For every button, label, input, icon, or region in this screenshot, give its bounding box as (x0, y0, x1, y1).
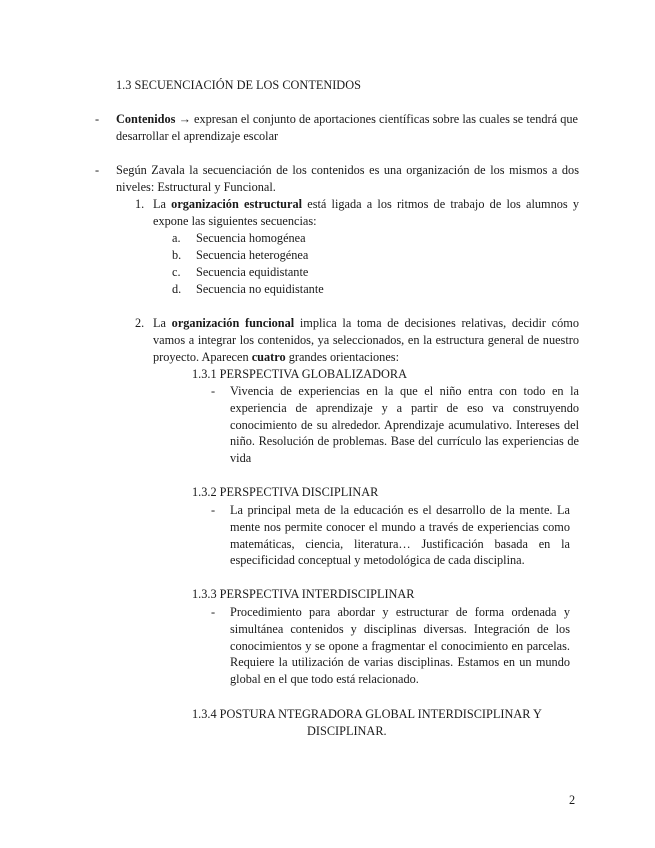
functional-paragraph (153, 315, 579, 365)
bullet-marker: - (211, 605, 216, 619)
subitem-letter: c. (172, 265, 181, 279)
perspective-text: Procedimiento para abordar y estructurar de forma ordenada y simultánea contenidos y disciplinas diversas. Integración de los conocimientos y se opone a fragmentar el conocimiento en parcelas. Requiere la utilización de varias disciplinas. Estamos en un mundo global en el que todo está relacionado. (230, 605, 570, 687)
item-number: 1. (135, 197, 145, 211)
structural-text: está ligada a los ritmos de trabajo de los alumnos y expone las siguientes secuencias: (153, 197, 579, 228)
heading-134-line1: 1.3.4 POSTURA NTEGRADORA GLOBAL INTERDISCIPLINAR Y (192, 707, 542, 721)
page-number: 2 (569, 793, 576, 807)
bullet-marker: - (95, 112, 100, 126)
subitem-label: Secuencia equidistante (196, 265, 309, 279)
structural-paragraph (153, 196, 579, 230)
structural-pre: La (153, 197, 166, 211)
functional-text-a: implica la toma de decisiones relativas, decidir cómo vamos a integrar los contenidos, ya seleccionados, en la estructura general de nuestro proyecto. Aparecen (153, 316, 579, 364)
bullet-marker: - (211, 384, 216, 398)
perspective-heading: 1.3.1 PERSPECTIVA GLOBALIZADORA (192, 367, 407, 381)
heading-134-line2: DISCIPLINAR. (307, 724, 387, 738)
zavala-paragraph: Según Zavala la secuenciación de los contenidos es una organización de los mismos a dos niveles: Estructural y Funcional. (116, 163, 579, 194)
bullet-marker: - (95, 163, 100, 177)
perspective-text: La principal meta de la educación es el desarrollo de la mente. La mente nos permite conocer el mundo a través de experiencias como matemáticas, ciencia, literatura… Justificación basada en la especificidad conceptual y metodológica de cada disciplina. (230, 503, 570, 568)
bullet-marker: - (211, 503, 216, 517)
subitem-letter: b. (172, 248, 182, 262)
contenidos-term: Contenidos (116, 112, 176, 126)
arrow-symbol: → (178, 112, 191, 126)
functional-pre: La (153, 316, 166, 330)
perspective-heading: 1.3.3 PERSPECTIVA INTERDISCIPLINAR (192, 587, 415, 601)
contenidos-paragraph (116, 111, 578, 145)
subitem-letter: d. (172, 282, 182, 296)
subitem-label: Secuencia heterogénea (196, 248, 309, 262)
perspective-heading: 1.3.2 PERSPECTIVA DISCIPLINAR (192, 485, 379, 499)
item-number: 2. (135, 316, 145, 330)
subitem-letter: a. (172, 231, 181, 245)
section-title: 1.3 SECUENCIACIÓN DE LOS CONTENIDOS (116, 78, 361, 92)
structural-term: organización estructural (171, 197, 303, 211)
perspective-text: Vivencia de experiencias en la que el niño entra con todo en la experiencia de aprendizaje y a partir de eso va construyendo conocimiento de su alrededor. Aprendizaje acumulativo. Intereses del niño. Resolución de problemas. Base del currículo las experiencias de vida (230, 384, 579, 466)
functional-term: organización funcional (171, 316, 295, 330)
subitem-label: Secuencia no equidistante (196, 282, 324, 296)
contenidos-text: expresan el conjunto de aportaciones científicas sobre las cuales se tendrá que desarrollar el aprendizaje escolar (116, 112, 578, 143)
cuatro-term: cuatro (251, 349, 286, 364)
subitem-label: Secuencia homogénea (196, 231, 306, 245)
functional-text-b: grandes orientaciones: (288, 349, 399, 364)
